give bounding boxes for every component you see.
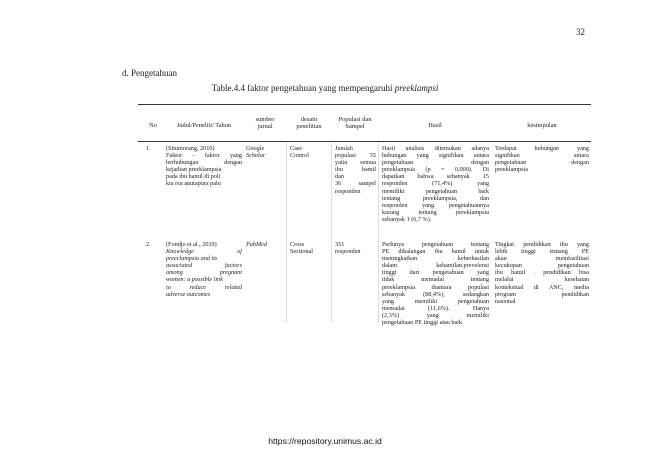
header-kesimpulan: kesimpulan — [527, 122, 557, 129]
header-no: No — [149, 122, 157, 129]
header-hasil: Hasil — [428, 122, 442, 129]
header-sumber: sumber jurnal — [255, 116, 275, 131]
row-sumber: PubMed — [246, 241, 267, 248]
column-separator — [378, 143, 379, 323]
table-caption-text: Table.4.4 faktor pengetahuan yang mempengaruhi — [211, 83, 395, 93]
column-separator — [286, 143, 287, 323]
header-judul: Judul/Peneliti/ Tahun — [176, 122, 232, 129]
table-caption-italic: preeklampsi — [394, 83, 439, 93]
row-desain: Cross Sectional — [290, 241, 314, 256]
column-separator — [331, 143, 332, 323]
row-hasil: Hasil analisis ditemukan adanya hubungan yang signifikan antara pengetahuan dengan preeklampsia (p = 0,000). Di dapatkan bahwa sebanyak 15 responden (71,4%) yang memiliki pengetahuan baik tentang preeklampsia, dan responden yang pengetahuannya kurang tentang preeklampsia sebanyak 1 (6,7 %). — [382, 145, 489, 223]
row-kesimpulan: Tingkat pendidikan ibu yang lebih tinggi tentang PE akan memfasilitasi kecukupan pengetahuan ibu hamil . pendidikan bisa melalui kesehatan kontekstual di ANC, media program pendidikan nasional — [495, 241, 589, 305]
row-judul: (Fondjo et al., 2019) Knowledge of preeclampsia and its associated factors among pregnant women: a possible link to reduce related adverse outcomes — [166, 241, 242, 298]
footer-url[interactable]: https://repository.unimus.ac.id — [268, 436, 382, 446]
row-sumber: Google Scholar — [246, 145, 266, 160]
row-no: 1. — [146, 145, 151, 152]
header-desain: desain penelitian — [296, 116, 322, 131]
table-header-rule — [138, 141, 591, 142]
table-top-rule — [138, 104, 591, 105]
row-populasi: 351 responden — [335, 241, 361, 256]
row-desain: Case Control — [290, 145, 309, 160]
section-heading: d. Pengetahuan — [122, 68, 177, 78]
table-caption — [0, 83, 650, 93]
page-number: 32 — [576, 27, 585, 37]
header-populasi: Populasi dan Sampel — [338, 116, 372, 131]
row-no: 2. — [146, 241, 151, 248]
row-hasil: Perlunya pengetahuan tentang PE dikalangan ibu hamil untuk meningkatkan keberhasilan dalam kehamilan.prevelensi tinggi dari pengetahuan yang tidak memadai tentang preeklampsia diantara populasi sebanyak (88,4%), sedangkan yang memiliki pengetahuan memadai (11,6%). Hanya (2,3%) yang memiliki pengetahuan PE tinggi atau baik — [382, 241, 489, 327]
row-judul: (Situmorang, 2016) Faktor - faktor yang berhubungan dengan kejadian preeklampsia pada ibu hamil di poli kia rsu anutapura palu — [166, 145, 242, 188]
row-kesimpulan: Terdapat hubungan yang signifikan antara pengetahuan dengan preeklampsia — [495, 145, 589, 174]
row-populasi: Jumlah populasi 55 yaitu semua ibu hamil dan 36 sampel responden — [335, 145, 376, 195]
